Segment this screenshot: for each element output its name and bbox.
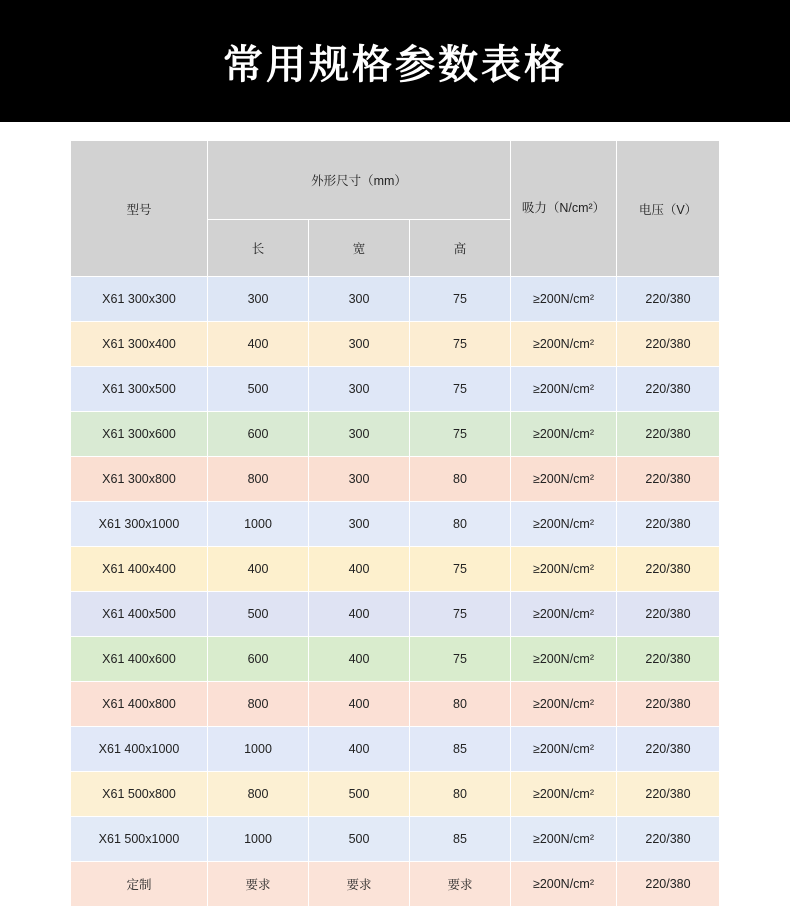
cell-force: ≥200N/cm² <box>511 817 617 862</box>
cell-model: 定制 <box>71 862 208 906</box>
cell-width: 300 <box>309 502 410 547</box>
cell-voltage: 220/380 <box>617 682 720 727</box>
cell-length: 要求 <box>208 862 309 906</box>
cell-force: ≥200N/cm² <box>511 727 617 772</box>
cell-width: 400 <box>309 682 410 727</box>
cell-length: 800 <box>208 457 309 502</box>
table-header <box>71 141 720 277</box>
table-row <box>71 322 720 367</box>
cell-force: ≥200N/cm² <box>511 457 617 502</box>
cell-height: 85 <box>410 817 511 862</box>
cell-length: 1000 <box>208 727 309 772</box>
header-dimensions-group: 外形尺寸（mm） <box>208 141 511 220</box>
header-model: 型号 <box>71 141 208 277</box>
header-length: 长 <box>208 220 309 277</box>
cell-model: X61 400x500 <box>71 592 208 637</box>
table-row <box>71 412 720 457</box>
table-row <box>71 682 720 727</box>
table-row <box>71 367 720 412</box>
table-row <box>71 772 720 817</box>
cell-model: X61 300x800 <box>71 457 208 502</box>
cell-height: 80 <box>410 457 511 502</box>
cell-model: X61 500x1000 <box>71 817 208 862</box>
table-row <box>71 502 720 547</box>
cell-width: 300 <box>309 457 410 502</box>
spec-table-container <box>0 122 790 906</box>
cell-voltage: 220/380 <box>617 412 720 457</box>
cell-model: X61 300x400 <box>71 322 208 367</box>
cell-force: ≥200N/cm² <box>511 277 617 322</box>
cell-width: 300 <box>309 322 410 367</box>
table-row <box>71 457 720 502</box>
cell-width: 400 <box>309 592 410 637</box>
cell-force: ≥200N/cm² <box>511 322 617 367</box>
spec-table <box>70 140 720 906</box>
cell-voltage: 220/380 <box>617 817 720 862</box>
header-width: 宽 <box>309 220 410 277</box>
cell-voltage: 220/380 <box>617 772 720 817</box>
cell-model: X61 300x300 <box>71 277 208 322</box>
cell-height: 80 <box>410 772 511 817</box>
cell-height: 75 <box>410 322 511 367</box>
cell-force: ≥200N/cm² <box>511 547 617 592</box>
cell-length: 400 <box>208 322 309 367</box>
cell-width: 500 <box>309 772 410 817</box>
cell-width: 300 <box>309 367 410 412</box>
cell-length: 500 <box>208 367 309 412</box>
table-row <box>71 277 720 322</box>
cell-height: 85 <box>410 727 511 772</box>
cell-width: 400 <box>309 547 410 592</box>
cell-height: 75 <box>410 367 511 412</box>
cell-model: X61 300x500 <box>71 367 208 412</box>
cell-model: X61 300x600 <box>71 412 208 457</box>
cell-voltage: 220/380 <box>617 457 720 502</box>
cell-force: ≥200N/cm² <box>511 682 617 727</box>
cell-model: X61 400x1000 <box>71 727 208 772</box>
table-row <box>71 862 720 906</box>
cell-height: 75 <box>410 547 511 592</box>
header-row-primary <box>71 141 720 220</box>
cell-force: ≥200N/cm² <box>511 592 617 637</box>
cell-voltage: 220/380 <box>617 367 720 412</box>
cell-width: 400 <box>309 727 410 772</box>
cell-height: 要求 <box>410 862 511 906</box>
cell-voltage: 220/380 <box>617 277 720 322</box>
cell-model: X61 400x800 <box>71 682 208 727</box>
header-height: 高 <box>410 220 511 277</box>
cell-height: 75 <box>410 637 511 682</box>
page-title: 常用规格参数表格 <box>223 42 567 87</box>
cell-length: 800 <box>208 772 309 817</box>
cell-force: ≥200N/cm² <box>511 412 617 457</box>
cell-length: 500 <box>208 592 309 637</box>
cell-length: 1000 <box>208 817 309 862</box>
cell-length: 1000 <box>208 502 309 547</box>
cell-height: 75 <box>410 412 511 457</box>
cell-height: 80 <box>410 502 511 547</box>
table-row <box>71 727 720 772</box>
cell-length: 400 <box>208 547 309 592</box>
cell-width: 300 <box>309 412 410 457</box>
table-row <box>71 592 720 637</box>
cell-height: 75 <box>410 592 511 637</box>
cell-voltage: 220/380 <box>617 637 720 682</box>
cell-voltage: 220/380 <box>617 322 720 367</box>
cell-width: 500 <box>309 817 410 862</box>
table-row <box>71 547 720 592</box>
cell-model: X61 400x600 <box>71 637 208 682</box>
cell-voltage: 220/380 <box>617 502 720 547</box>
cell-length: 600 <box>208 412 309 457</box>
cell-length: 800 <box>208 682 309 727</box>
page-banner <box>0 0 790 122</box>
cell-force: ≥200N/cm² <box>511 772 617 817</box>
cell-voltage: 220/380 <box>617 547 720 592</box>
cell-model: X61 500x800 <box>71 772 208 817</box>
cell-model: X61 400x400 <box>71 547 208 592</box>
cell-length: 300 <box>208 277 309 322</box>
header-force: 吸力（N/cm²） <box>511 141 617 277</box>
cell-width: 300 <box>309 277 410 322</box>
cell-voltage: 220/380 <box>617 592 720 637</box>
cell-force: ≥200N/cm² <box>511 637 617 682</box>
header-voltage: 电压（V） <box>617 141 720 277</box>
table-row <box>71 817 720 862</box>
cell-length: 600 <box>208 637 309 682</box>
cell-width: 400 <box>309 637 410 682</box>
cell-force: ≥200N/cm² <box>511 862 617 906</box>
cell-width: 要求 <box>309 862 410 906</box>
table-body <box>71 277 720 906</box>
cell-voltage: 220/380 <box>617 727 720 772</box>
cell-voltage: 220/380 <box>617 862 720 906</box>
cell-height: 75 <box>410 277 511 322</box>
table-row <box>71 637 720 682</box>
cell-force: ≥200N/cm² <box>511 502 617 547</box>
cell-model: X61 300x1000 <box>71 502 208 547</box>
cell-force: ≥200N/cm² <box>511 367 617 412</box>
cell-height: 80 <box>410 682 511 727</box>
